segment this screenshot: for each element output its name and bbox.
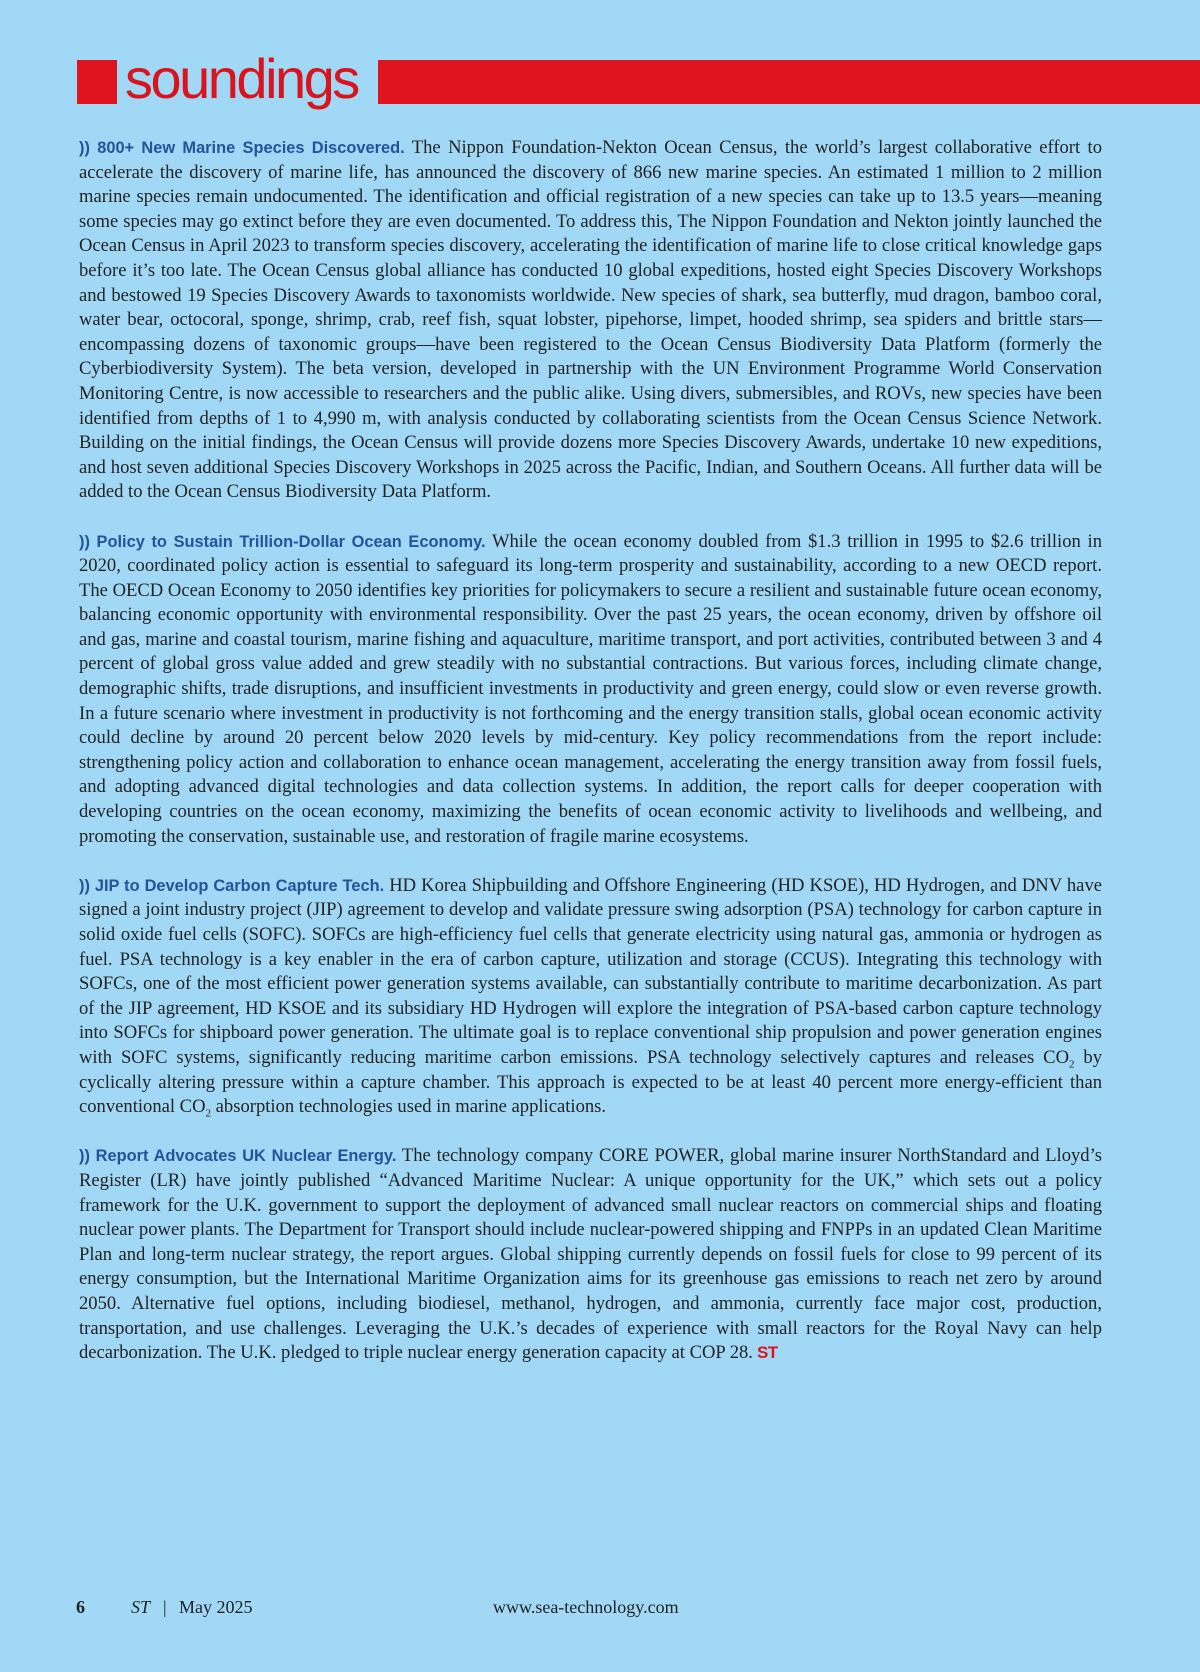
header-red-bar (378, 60, 1200, 104)
footer-separator: | (163, 1597, 167, 1617)
section-header (77, 47, 1200, 114)
article-body: HD Korea Shipbuilding and Offshore Engineering (HD KSOE), HD Hydrogen, and DNV have signed a joint industry project (JIP) agreement to develop and validate pressure swing adsorption (PSA) technology for carbon capture in solid oxide fuel cells (SOFC). SOFCs are high-efficiency fuel cells that generate electricity using natural gas, ammonia or hydrogen as fuel. PSA technology is a key enabler in the era of carbon capture, utilization and storage (CCUS). Integrating this technology with SOFCs, one of the most efficient power generation systems available, can substantially contribute to maritime decarbonization. As part of the JIP agreement, HD KSOE and its subsidiary HD Hydrogen will explore the integration of PSA-based carbon capture technology into SOFCs for shipboard power generation. The ultimate goal is to replace conventional ship propulsion and power generation engines with SOFC systems, significantly reducing maritime carbon emissions. PSA technology selectively captures and releases CO (79, 874, 1102, 1068)
article-body-continued: absorption technologies used in marine applications. (211, 1096, 607, 1118)
header-square-block (77, 60, 117, 104)
end-mark: ST (756, 1343, 778, 1363)
subscript: 2 (1069, 1058, 1075, 1071)
page-footer (0, 1597, 1200, 1627)
publication-name: ST (131, 1597, 151, 1617)
article-marine-species (79, 136, 1102, 505)
article-body-continued: by cyclically altering pressure within a capture chamber. This approach is expected to be at least 40 percent more energy-efficient than conventional CO (79, 1046, 1103, 1118)
article-body: The technology company CORE POWER, global marine insurer NorthStandard and Lloyd’s Register (LR) have jointly published “Advanced Maritime Nuclear: A unique opportunity for the UK,” which sets out a policy framework for the U.K. government to support the deployment of advanced small nuclear reactors on commercial ships and floating nuclear power plants. The Department for Transport should include nuclear-powered shipping and FNPPs in an updated Clean Maritime Plan and long-term nuclear strategy, the report argues. Global shipping currently depends on fossil fuels for close to 99 percent of its energy consumption, but the International Maritime Organization aims for its greenhouse gas emissions to reach net zero by around 2050. Alternative fuel options, including biodiesel, methanol, hydrogen, and ammonia, currently face major cost, production, transportation, and use challenges. Leveraging the U.K.’s decades of experience with small reactors for the Royal Navy can help decarbonization. The U.K. pledged to triple nuclear energy generation capacity at COP 28. (79, 1145, 1103, 1364)
article-column (79, 136, 1102, 1390)
article-body: The Nippon Foundation-Nekton Ocean Census, the world’s largest collaborative effort to accelerate the discovery of marine life, has announced the discovery of 866 new marine species. An estimated 1 million to 2 million marine species remain undocumented. The identification and official registration of a new species can take up to 13.5 years—meaning some species may go extinct before they are even documented. To address this, The Nippon Foundation and Nekton jointly launched the Ocean Census in April 2023 to transform species discovery, accelerating the identification of marine life to close critical knowledge gaps before it’s too late. The Ocean Census global alliance has conducted 10 global expeditions, hosted eight Species Discovery Workshops and bestowed 19 Species Discovery Awards to taxonomists worldwide. New species of shark, sea butterfly, mud dragon, bamboo coral, water bear, octocoral, sponge, shrimp, crab, reef fish, squat lobster, pipehorse, limpet, hooded shrimp, sea spiders and brittle stars—encompassing dozens of taxonomic groups—have been registered to the Ocean Census Biodiversity Data Platform (formerly the Cyberbiodiversity System). The beta version, developed in partnership with the UN Environment Programme World Conservation Monitoring Centre, is now accessible to researchers and the public alike. Using divers, submersibles, and ROVs, new species have been identified from depths of 1 to 4,990 m, with analysis conducted by collaborating scientists from the Ocean Census Science Network. Building on the initial findings, the Ocean Census will provide dozens more Species Discovery Awards, undertake 10 new expeditions, and host seven additional Species Discovery Workshops in 2025 across the Pacific, Indian, and Southern Oceans. All further data will be added to the Ocean Census Biodiversity Data Platform. (79, 137, 1103, 503)
publication-date: May 2025 (179, 1597, 253, 1617)
page-number: 6 (76, 1597, 85, 1617)
article-headline: )) Policy to Sustain Trillion-Dollar Ocean Economy. (79, 532, 486, 551)
article-headline: )) JIP to Develop Carbon Capture Tech. (79, 876, 385, 895)
article-headline: )) 800+ New Marine Species Discovered. (79, 139, 405, 157)
subscript: 2 (205, 1107, 212, 1120)
website-link[interactable]: www.sea-technology.com (493, 1597, 679, 1617)
section-title: soundings (125, 47, 358, 110)
article-carbon-capture (79, 874, 1102, 1120)
article-ocean-economy (79, 530, 1102, 850)
article-body: While the ocean economy doubled from $1.3 trillion in 1995 to $2.6 trillion in 2020, coordinated policy action is essential to safeguard its long-term prosperity and sustainability, according to a new OECD report. The OECD Ocean Economy to 2050 identifies key priorities for policymakers to secure a resilient and sustainable future ocean economy, balancing economic opportunity with environmental responsibility. Over the past 25 years, the ocean economy, driven by offshore oil and gas, marine and coastal tourism, marine fishing and aquaculture, maritime transport, and port activities, contributed between 3 and 4 percent of global gross value added and grew steadily with no substantial contractions. But various forces, including climate change, demographic shifts, trade disruptions, and insufficient investments in productivity and green energy, could slow or even reverse growth. In a future scenario where investment in productivity is not forthcoming and the energy transition stalls, global ocean economic activity could decline by around 20 percent below 2020 levels by mid-century. Key policy recommendations from the report include: strengthening policy action and collaboration to enhance ocean management, accelerating the energy transition away from fossil fuels, and adopting advanced digital technologies and data collection systems. In addition, the report calls for deeper cooperation with developing countries on the ocean economy, maximizing the benefits of ocean economic activity to livelihoods and wellbeing, and promoting the conservation, sustainable use, and restoration of fragile marine ecosystems. (79, 530, 1102, 847)
article-headline: )) Report Advocates UK Nuclear Energy. (79, 1147, 397, 1166)
article-uk-nuclear (79, 1144, 1102, 1365)
